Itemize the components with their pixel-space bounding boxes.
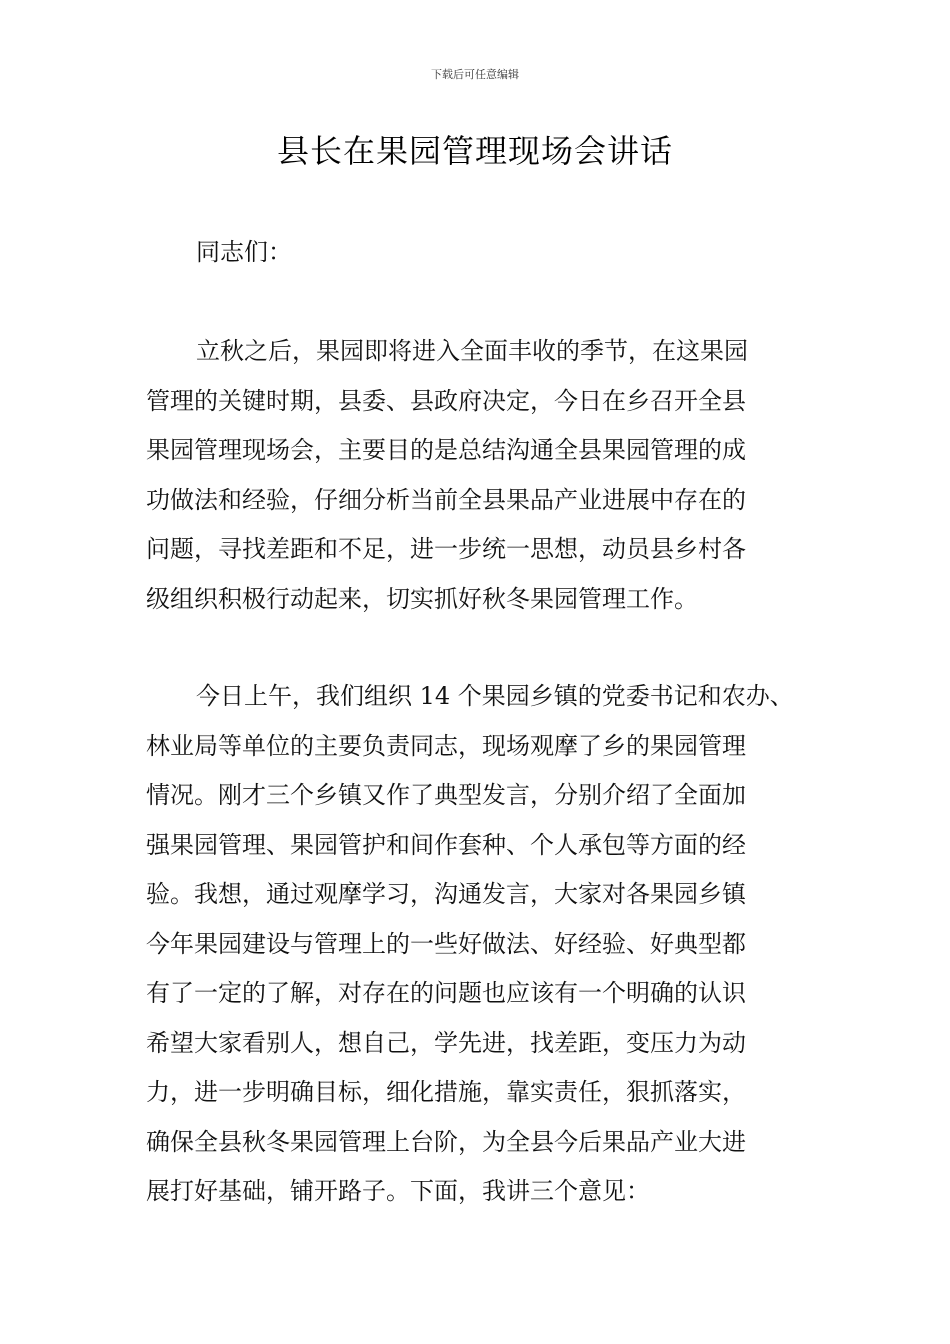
- paragraph-2: [146, 672, 806, 1217]
- paragraph-line: 强果园管理、果园管护和间作套种、个人承包等方面的经: [146, 830, 746, 859]
- paragraph-line: 果园管理现场会，主要目的是总结沟通全县果园管理的成: [146, 436, 746, 464]
- paragraph-line: 情况。刚才三个乡镇又作了典型发言，分别介绍了全面加: [146, 781, 746, 809]
- paragraph-line: 力，进一步明确目标，细化措施，靠实责任，狠抓落实，: [146, 1078, 746, 1106]
- paragraph-line: 级组织积极行动起来，切实抓好秋冬果园管理工作。: [146, 584, 698, 613]
- document-title: 县长在果园管理现场会讲话: [276, 132, 673, 170]
- paragraph-line: 今年果园建设与管理上的一些好做法、好经验、好典型都: [146, 929, 746, 958]
- paragraph-1: [146, 327, 806, 624]
- paragraph-line: 希望大家看别人，想自己，学先进，找差距，变压力为动: [146, 1028, 746, 1057]
- paragraph-line: 功做法和经验，仔细分析当前全县果品产业进展中存在的: [146, 485, 746, 514]
- salutation: 同志们：: [196, 238, 292, 266]
- header-note: 下载后可任意编辑: [431, 68, 519, 81]
- paragraph-line: 验。我想，通过观摩学习，沟通发言，大家对各果园乡镇: [146, 880, 746, 908]
- paragraph-line: 展打好基础，铺开路子。下面，我讲三个意见：: [146, 1177, 650, 1205]
- paragraph-line: 立秋之后，果园即将进入全面丰收的季节，在这果园: [196, 337, 748, 365]
- paragraph-line: 确保全县秋冬果园管理上台阶，为全县今后果品产业大进: [146, 1127, 746, 1156]
- paragraph-line: 有了一定的了解，对存在的问题也应该有一个明确的认识: [146, 979, 746, 1007]
- paragraph-line: 管理的关键时期，县委、县政府决定，今日在乡召开全县: [146, 386, 746, 415]
- paragraph-line: 今日上午，我们组织 14 个果园乡镇的党委书记和农办、: [196, 682, 794, 710]
- paragraph-line: 林业局等单位的主要负责同志，现场观摩了乡的果园管理: [146, 731, 746, 760]
- paragraph-line: 问题，寻找差距和不足，进一步统一思想，动员县乡村各: [146, 535, 746, 563]
